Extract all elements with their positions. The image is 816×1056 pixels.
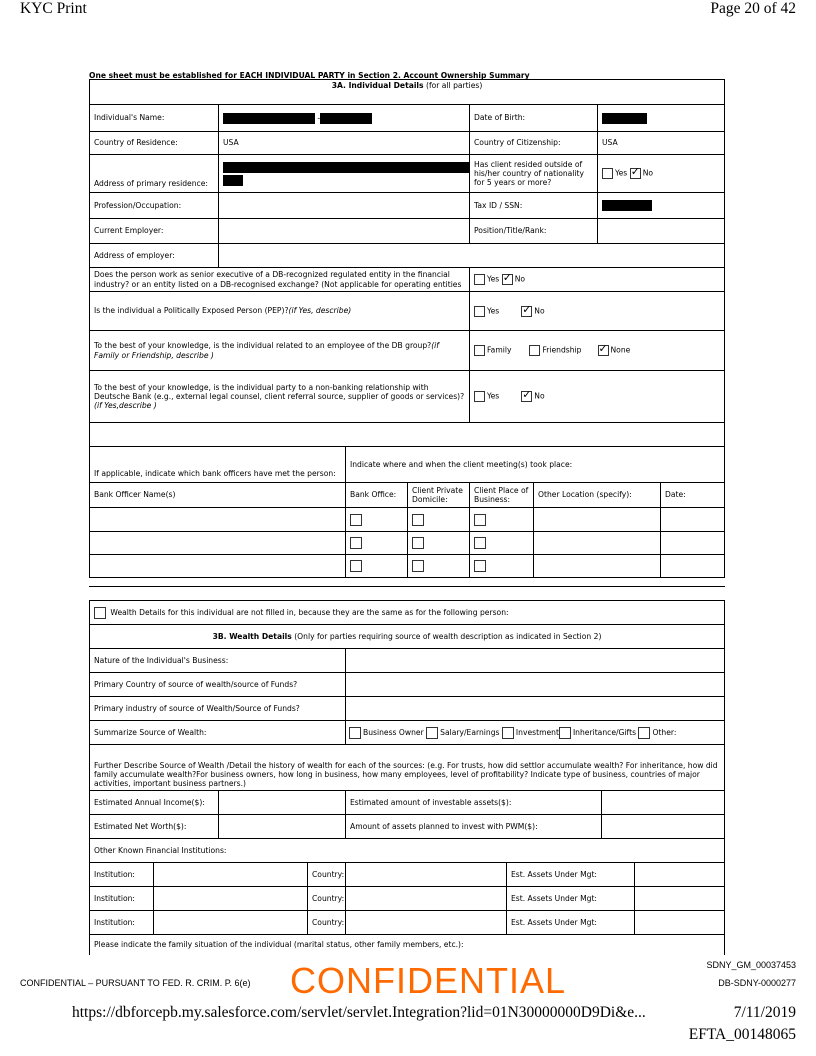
institution-row	[90, 863, 725, 887]
related-friendship-checkbox[interactable]	[529, 345, 540, 356]
section-3b-title: 3B. Wealth Details (Only for parties requiring source of wealth description as indicated in Section 2)	[90, 625, 725, 649]
planned-invest-label: Amount of assets planned to invest with PWM($):	[346, 815, 602, 839]
nonbank-description	[90, 423, 725, 447]
institution-row	[90, 911, 725, 935]
meeting-label: Indicate where and when the client meeting(s) took place:	[346, 447, 725, 483]
related-family-checkbox[interactable]	[474, 345, 485, 356]
aum-label: Est. Assets Under Mgt:	[507, 887, 635, 911]
aum-label: Est. Assets Under Mgt:	[507, 911, 635, 935]
domicile-checkbox[interactable]	[412, 514, 424, 526]
senior-exec-no-checkbox[interactable]	[502, 274, 513, 285]
other-fi-label: Other Known Financial Institutions:	[90, 839, 725, 863]
other-location-cell[interactable]	[534, 508, 661, 532]
related-none-checkbox[interactable]	[598, 345, 609, 356]
net-worth-value[interactable]	[219, 815, 346, 839]
tax-value	[598, 193, 725, 219]
related-options: Family Friendship✓ None	[470, 331, 725, 371]
employer-label: Current Employer:	[90, 219, 219, 244]
redaction-block	[602, 113, 647, 124]
position-label: Position/Title/Rank:	[470, 219, 598, 244]
col-office-header: Bank Office:	[346, 483, 408, 508]
page-header-right: Page 20 of 42	[710, 0, 796, 17]
domicile-cell	[408, 532, 470, 555]
profession-label: Profession/Occupation:	[90, 193, 219, 219]
aum-value[interactable]	[635, 887, 725, 911]
business-checkbox[interactable]	[474, 560, 486, 572]
confidential-stamp: CONFIDENTIAL	[290, 960, 567, 1001]
investable-assets-value[interactable]	[602, 791, 725, 815]
pep-yes-checkbox[interactable]	[474, 306, 485, 317]
primary-industry-value[interactable]	[346, 697, 725, 721]
col-officer-header: Bank Officer Name(s)	[90, 483, 346, 508]
office-cell	[346, 508, 408, 532]
aum-value[interactable]	[635, 911, 725, 935]
efta-number: EFTA_00148065	[688, 1026, 796, 1043]
office-checkbox[interactable]	[350, 537, 362, 549]
resided-outside-options: Yes ✓ No	[598, 155, 725, 193]
other-location-cell[interactable]	[534, 532, 661, 555]
date-cell[interactable]	[661, 508, 725, 532]
redaction-block	[223, 113, 315, 124]
senior-exec-question: Does the person work as senior executive of a DB-recognized regulated entity in the financial industry? or an entity listed on a DB-recognised exchange? (Not applicable for operating entities	[90, 268, 470, 292]
institution-label: Institution:	[90, 887, 154, 911]
business-cell	[470, 555, 534, 578]
nonbank-options: Yes✓ No	[470, 371, 725, 423]
dob-value	[598, 105, 725, 132]
country-value[interactable]	[346, 863, 507, 887]
office-checkbox[interactable]	[350, 560, 362, 572]
address-value	[219, 155, 470, 193]
address-label: Address of primary residence:	[90, 155, 219, 193]
further-describe: Further Describe Source of Wealth /Detail the history of wealth for each of the sources: (e.g. For trusts, how did settlor accumulate wealth? For inheritance, how did family accumulate wealth?For business owners, how long in business, how many employees, level of profitability? Indicate type of business, countries of major activities, important business partners.)	[90, 745, 725, 791]
nature-business-value[interactable]	[346, 649, 725, 673]
bates-number-1: SDNY_GM_00037453	[706, 960, 796, 970]
annual-income-label: Estimated Annual Income($):	[90, 791, 219, 815]
officer-name-cell[interactable]	[90, 508, 346, 532]
print-date: 7/11/2019	[733, 1004, 796, 1021]
instruction-text: One sheet must be established for EACH INDIVIDUAL PARTY in Section 2. Account Ownership Summary	[89, 71, 530, 80]
institution-value[interactable]	[154, 911, 308, 935]
investment-checkbox[interactable]	[502, 727, 514, 739]
citizenship-label: Country of Citizenship:	[470, 132, 598, 155]
col-date-header: Date:	[661, 483, 725, 508]
business-owner-checkbox[interactable]	[349, 727, 361, 739]
planned-invest-value[interactable]	[602, 815, 725, 839]
summarize-options: Business Owner Salary/Earnings Investment Inheritance/Gifts Other:	[346, 721, 725, 745]
other-checkbox[interactable]	[638, 727, 650, 739]
inheritance-checkbox[interactable]	[559, 727, 571, 739]
domicile-checkbox[interactable]	[412, 560, 424, 572]
redaction-block	[223, 175, 243, 186]
office-cell	[346, 555, 408, 578]
investable-assets-label: Estimated amount of investable assets($):	[346, 791, 602, 815]
primary-industry-label: Primary industry of source of Wealth/Source of Funds?	[90, 697, 346, 721]
employer-address-value	[219, 244, 725, 268]
country-residence-label: Country of Residence:	[90, 132, 219, 155]
office-cell	[346, 532, 408, 555]
nonbank-no-checkbox[interactable]	[521, 391, 532, 402]
section-3a-title: 3A. Individual Details (for all parties)	[90, 80, 725, 105]
country-label: Country:	[308, 863, 346, 887]
business-checkbox[interactable]	[474, 537, 486, 549]
col-domicile-header: Client Private Domicile:	[408, 483, 470, 508]
pep-options: Yes✓ No	[470, 292, 725, 331]
page-header-left: KYC Print	[20, 0, 87, 17]
institution-value[interactable]	[154, 887, 308, 911]
other-location-cell[interactable]	[534, 555, 661, 578]
business-cell	[470, 508, 534, 532]
nature-business-label: Nature of the Individual's Business:	[90, 649, 346, 673]
pep-no-checkbox[interactable]	[521, 306, 532, 317]
institution-label: Institution:	[90, 863, 154, 887]
name-value: -	[219, 105, 470, 132]
section-3a-table	[89, 79, 725, 578]
meeting-row	[90, 508, 725, 532]
senior-exec-yes-checkbox[interactable]	[474, 274, 485, 285]
country-residence-value: USA	[219, 132, 470, 155]
meeting-row	[90, 555, 725, 578]
officers-label: If applicable, indicate which bank officers have met the person:	[90, 447, 346, 483]
country-value[interactable]	[346, 911, 507, 935]
redaction-block	[602, 200, 652, 211]
institution-row	[90, 887, 725, 911]
position-value	[598, 219, 725, 244]
employer-value	[219, 219, 470, 244]
domicile-cell	[408, 555, 470, 578]
pep-question: Is the individual a Politically Exposed Person (PEP)?(if Yes, describe)	[90, 292, 470, 331]
source-url: https://dbforcepb.my.salesforce.com/servlet/servlet.Integration?lid=01N30000000D9Di&e...	[72, 1004, 646, 1021]
confidential-notice: CONFIDENTIAL – PURSUANT TO FED. R. CRIM. P. 6(e)	[20, 978, 251, 988]
domicile-cell	[408, 508, 470, 532]
resided-outside-label: Has client resided outside of his/her country of nationality for 5 years or more?	[470, 155, 598, 193]
summarize-label: Summarize Source of Wealth:	[90, 721, 346, 745]
citizenship-value: USA	[598, 132, 725, 155]
bates-number-2: DB-SDNY-0000277	[718, 978, 796, 988]
nonbank-yes-checkbox[interactable]	[474, 391, 485, 402]
primary-country-label: Primary Country of source of wealth/source of Funds?	[90, 673, 346, 697]
officer-name-cell[interactable]	[90, 532, 346, 555]
profession-value	[219, 193, 470, 219]
section-divider	[89, 586, 725, 587]
domicile-checkbox[interactable]	[412, 537, 424, 549]
institution-value[interactable]	[154, 863, 308, 887]
date-cell[interactable]	[661, 555, 725, 578]
office-checkbox[interactable]	[350, 514, 362, 526]
related-question: To the best of your knowledge, is the individual related to an employee of the DB group?(if Family or Friendship, describe )	[90, 331, 470, 371]
col-business-header: Client Place of Business:	[470, 483, 534, 508]
meeting-row	[90, 532, 725, 555]
same-as-row: Wealth Details for this individual are not filled in, because they are the same as for the following person:	[90, 601, 725, 625]
col-other-header: Other Location (specify):	[534, 483, 661, 508]
redaction-block	[223, 162, 470, 173]
net-worth-label: Estimated Net Worth($):	[90, 815, 219, 839]
country-label: Country:	[308, 911, 346, 935]
nonbank-question: To the best of your knowledge, is the individual party to a non-banking relationship with Deutsche Bank (e.g., external legal counsel, client referral source, supplier of goods or services)? (if Yes,describe )	[90, 371, 470, 423]
resided-no-checkbox[interactable]	[630, 168, 641, 179]
section-3b-table	[89, 600, 725, 955]
country-label: Country:	[308, 887, 346, 911]
salary-checkbox[interactable]	[426, 727, 438, 739]
primary-country-value[interactable]	[346, 673, 725, 697]
resided-yes-checkbox[interactable]	[602, 168, 613, 179]
dob-label: Date of Birth:	[470, 105, 598, 132]
country-value[interactable]	[346, 887, 507, 911]
officer-name-cell[interactable]	[90, 555, 346, 578]
institution-label: Institution:	[90, 911, 154, 935]
annual-income-value[interactable]	[219, 791, 346, 815]
family-situation: Please indicate the family situation of the individual (marital status, other family members, etc.):	[90, 935, 725, 955]
business-cell	[470, 532, 534, 555]
name-label: Individual's Name:	[90, 105, 219, 132]
tax-label: Tax ID / SSN:	[470, 193, 598, 219]
aum-label: Est. Assets Under Mgt:	[507, 863, 635, 887]
senior-exec-options: Yes ✓ No	[470, 268, 725, 292]
business-checkbox[interactable]	[474, 514, 486, 526]
redaction-block	[320, 113, 372, 124]
employer-address-label: Address of employer:	[90, 244, 219, 268]
date-cell[interactable]	[661, 532, 725, 555]
aum-value[interactable]	[635, 863, 725, 887]
same-as-checkbox[interactable]	[94, 607, 106, 619]
